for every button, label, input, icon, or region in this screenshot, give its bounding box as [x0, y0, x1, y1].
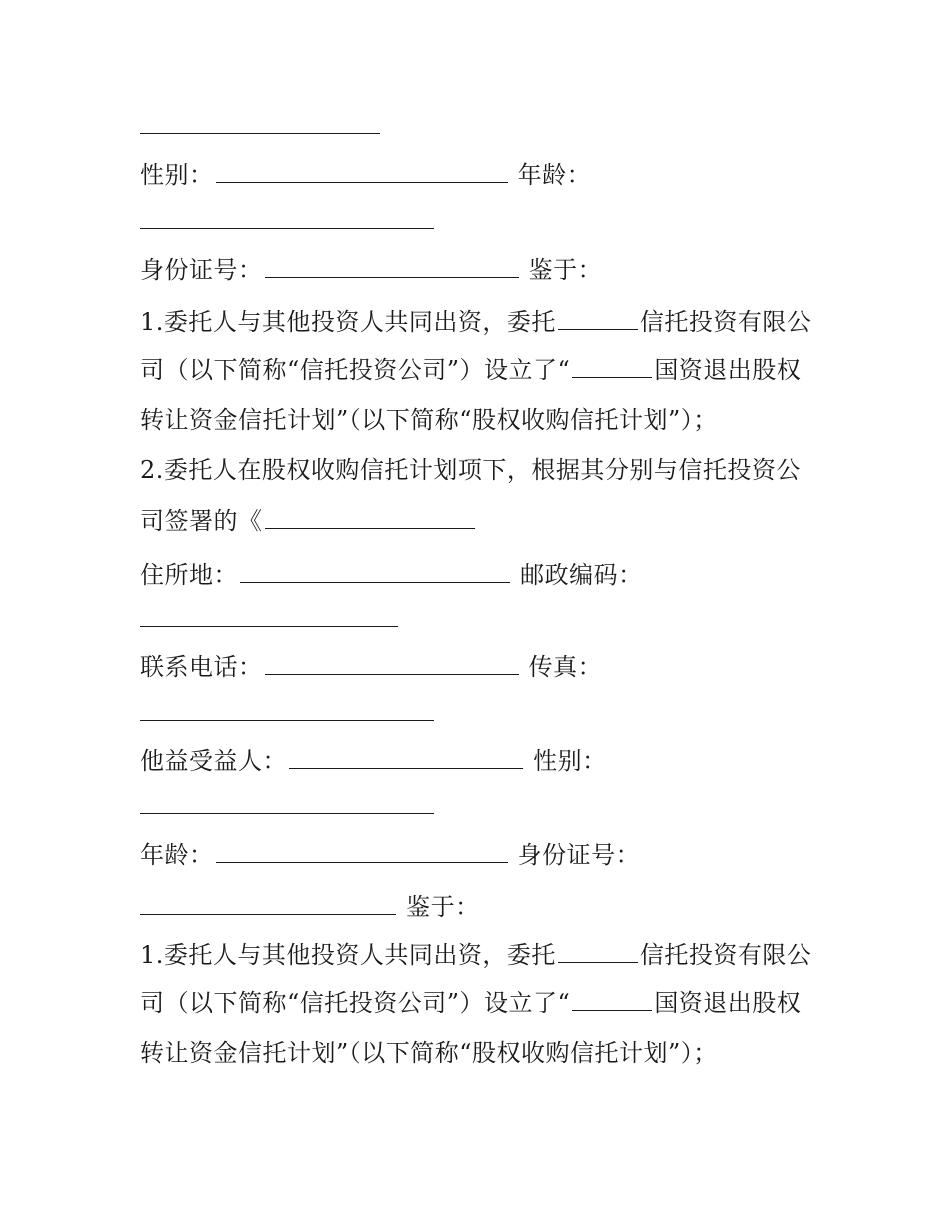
- item1-line1: [140, 307, 811, 337]
- id-label: 身份证号：: [140, 256, 263, 284]
- postcode-blank: [140, 626, 398, 627]
- age-blank: [140, 228, 434, 229]
- item2-line2-text: 司签署的《: [140, 507, 263, 535]
- fax-label: 传真：: [528, 653, 603, 681]
- other-beneficiary-label: 他益受益人：: [140, 747, 287, 775]
- age-id-row: [140, 840, 640, 870]
- gender-label: 性别：: [140, 161, 214, 189]
- postcode-label: 邮政编码：: [520, 561, 643, 589]
- id-row: [140, 255, 602, 285]
- item1-text-a: 1.委托人与其他投资人共同出资，委托: [140, 308, 556, 336]
- phone-label: 联系电话：: [140, 653, 263, 681]
- item1-text-b: 信托投资有限公: [639, 308, 812, 336]
- gender-age-row: [140, 160, 591, 190]
- id-blank-2: [140, 892, 396, 915]
- item1b-text-b: 信托投资有限公: [639, 941, 812, 969]
- age-label-2: 年龄：: [140, 841, 214, 869]
- item1b-line1: [140, 940, 811, 970]
- whereas-label-2: 鉴于：: [406, 893, 480, 921]
- agreement-blank: [265, 506, 475, 529]
- item1-line2-text-a: 司（以下简称“信托投资公司”）设立了“: [140, 356, 571, 384]
- beneficiary-blank: [289, 746, 523, 769]
- item1-line3: [140, 405, 718, 435]
- address-label: 住所地：: [140, 561, 238, 589]
- blank-name: [140, 133, 380, 134]
- item1b-line2: [140, 988, 801, 1018]
- age-blank-2: [216, 840, 508, 863]
- phone-row: [140, 652, 602, 682]
- address-blank: [240, 560, 510, 583]
- item1-line2-text-b: 国资退出股权: [654, 356, 802, 384]
- item1-line3-text: 转让资金信托计划”（以下简称“股权收购信托计划”）；: [140, 406, 718, 434]
- item1b-line3-text: 转让资金信托计划”（以下简称“股权收购信托计划”）；: [140, 1039, 718, 1067]
- trust-company-blank: [558, 307, 638, 330]
- item2-line2: [140, 506, 477, 536]
- id-blank: [265, 255, 519, 278]
- fax-blank: [140, 720, 434, 721]
- gender-label-2: 性别：: [533, 747, 607, 775]
- plan-name-blank-2: [572, 988, 652, 1011]
- beneficiary-row: [140, 746, 607, 776]
- item1-line2: [140, 355, 801, 385]
- whereas-label: 鉴于：: [528, 256, 603, 284]
- whereas-row-2: [140, 892, 480, 922]
- age-label: 年龄：: [517, 161, 592, 189]
- item2-line1: [140, 455, 801, 485]
- id-label-2: 身份证号：: [517, 841, 641, 869]
- phone-blank: [265, 652, 519, 675]
- gender-blank: [216, 160, 508, 183]
- item1b-line2-text-a: 司（以下简称“信托投资公司”）设立了“: [140, 989, 571, 1017]
- item2-line1-text: 2.委托人在股权收购信托计划项下，根据其分别与信托投资公: [140, 456, 801, 484]
- address-row: [140, 560, 643, 590]
- gender-blank-2: [140, 813, 434, 814]
- item1b-text-a: 1.委托人与其他投资人共同出资，委托: [140, 941, 556, 969]
- trust-company-blank-2: [558, 940, 638, 963]
- plan-name-blank: [572, 355, 652, 378]
- item1b-line2-text-b: 国资退出股权: [654, 989, 802, 1017]
- item1b-line3: [140, 1038, 718, 1068]
